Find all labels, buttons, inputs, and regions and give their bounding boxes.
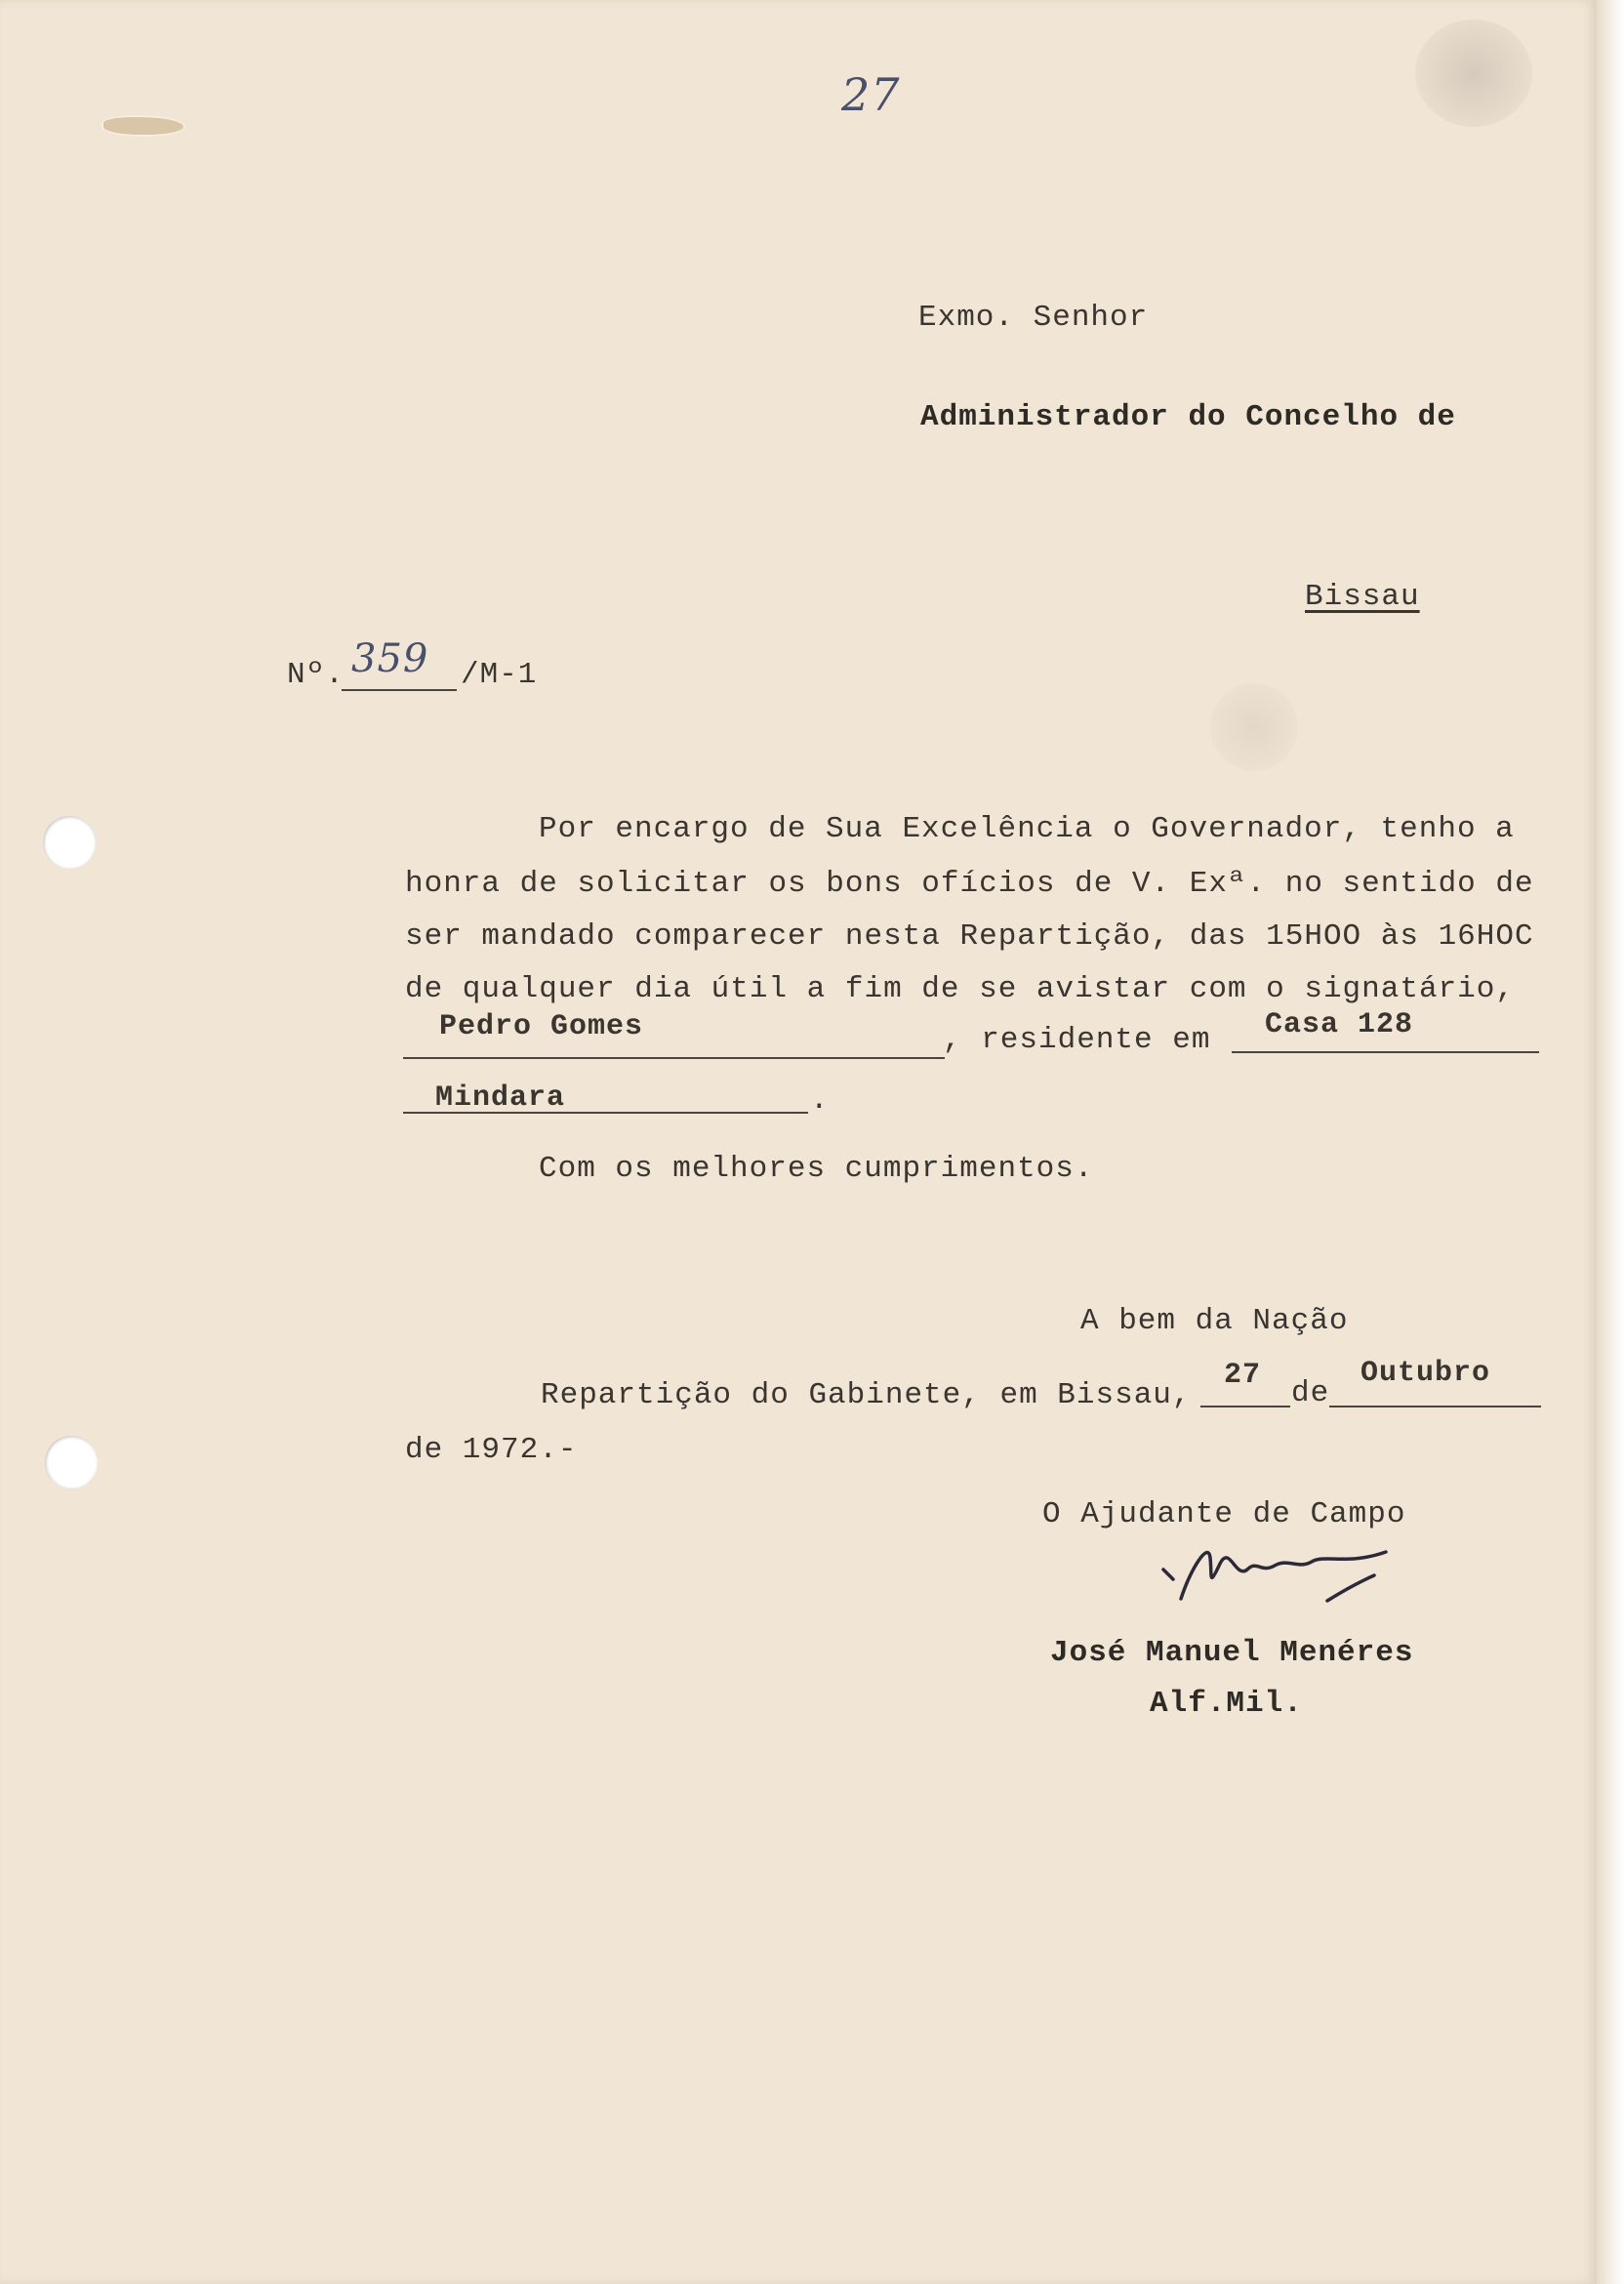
person-name-line [403,1057,945,1059]
place-label: Repartição do Gabinete, em Bissau, [541,1378,1192,1412]
regards: Com os melhores cumprimentos. [539,1152,1094,1186]
punch-hole-top [43,816,96,869]
locality-end: . [810,1083,830,1118]
date-day: 27 [1224,1359,1262,1392]
page-number: 27 [841,68,901,121]
residence-value: Casa 128 [1265,1008,1414,1041]
torn-corner [102,115,185,137]
body-line-4: de qualquer dia útil a fim de se avistar com o signatário, [405,972,1515,1006]
day-line [1200,1406,1290,1407]
date-month: Outubro [1360,1357,1491,1390]
signatory-rank: Alf.Mil. [1150,1687,1303,1721]
recipient-city: Bissau [1305,580,1420,614]
body-line-1: Por encargo de Sua Excelência o Governador, tenho a [539,812,1515,846]
reference-number-line [342,689,457,691]
stain-mark [1210,683,1298,771]
signature [1152,1530,1405,1628]
reference-number: 359 [351,636,429,681]
body-line-3: ser mandado comparecer nesta Repartição, das 15HOO às 16HOC [405,919,1534,954]
punch-hole-bottom [45,1436,98,1489]
month-line [1329,1406,1541,1407]
motto: A bem da Nação [1080,1304,1349,1338]
salutation: Exmo. Senhor [918,301,1149,335]
body-line-2: honra de solicitar os bons ofícios de V. Exª. no sentido de [405,867,1534,901]
date-de: de [1291,1376,1330,1410]
residence-label: , residente em [943,1023,1211,1057]
person-name: Pedro Gomes [439,1010,644,1043]
signatory-name: José Manuel Menéres [1050,1636,1414,1670]
date-year: de 1972.- [405,1433,578,1467]
reference-suffix: /M-1 [461,658,538,692]
stain-mark [1415,20,1532,127]
recipient-title: Administrador do Concelho de [920,400,1456,434]
locality-value: Mindara [435,1081,566,1115]
signatory-role: O Ajudante de Campo [1042,1497,1406,1531]
paper-edge [1597,0,1624,2284]
reference-prefix: Nº. [287,658,345,692]
residence-line [1232,1051,1539,1053]
